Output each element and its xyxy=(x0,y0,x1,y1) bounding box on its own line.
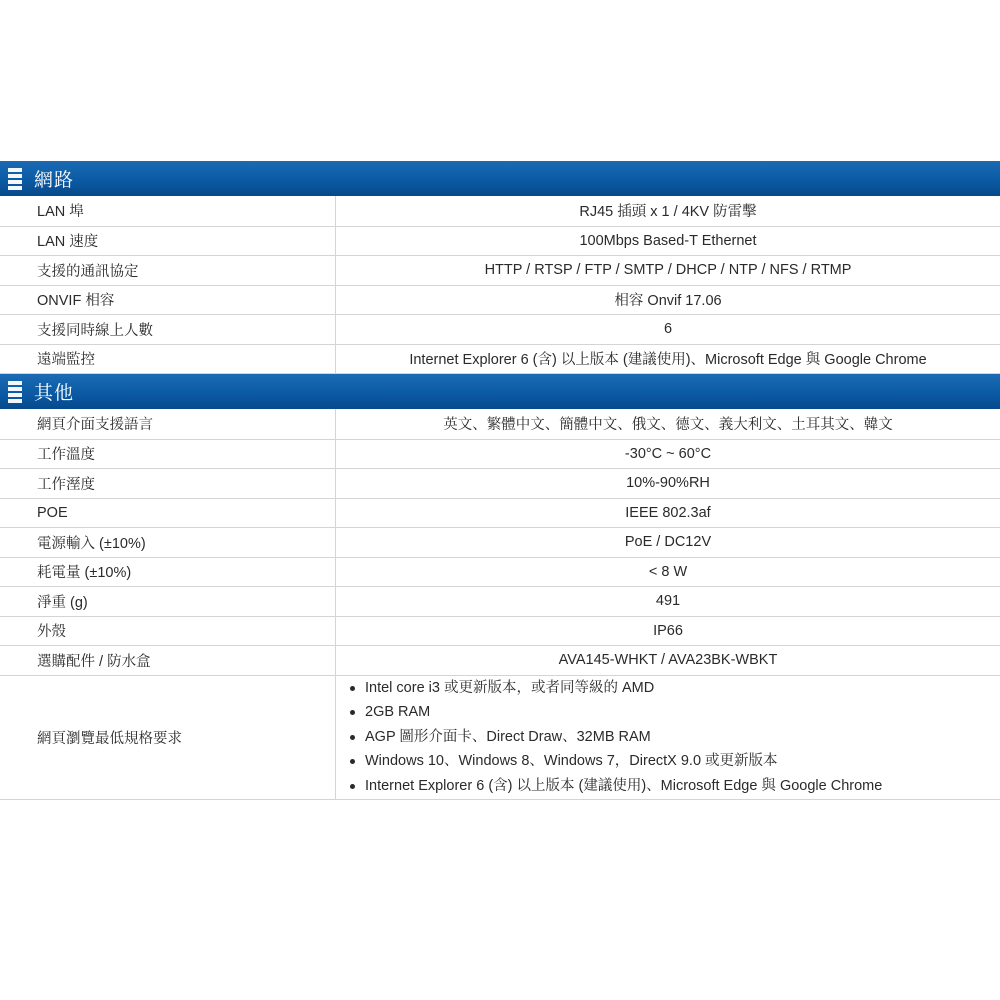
spec-value: 10%-90%RH xyxy=(626,475,710,492)
spec-row-browser-requirements xyxy=(0,675,1000,799)
spec-row-web-languages xyxy=(0,409,1000,439)
spec-label: LAN 速度 xyxy=(0,227,336,256)
spec-row-concurrent-users xyxy=(0,314,1000,344)
spec-label: 網頁介面支援語言 xyxy=(0,409,336,439)
spec-value: IEEE 802.3af xyxy=(625,504,711,521)
list-item xyxy=(350,676,882,701)
spec-row-lan-port xyxy=(0,196,1000,226)
section-title-network: 網路 xyxy=(34,170,75,191)
spec-value: 相容 Onvif 17.06 xyxy=(614,293,722,310)
bullet-icon xyxy=(350,759,355,764)
spec-row-remote-monitoring xyxy=(0,344,1000,374)
spec-value: 100Mbps Based-T Ethernet xyxy=(579,232,757,249)
spec-label: 選購配件 / 防水盒 xyxy=(0,646,336,675)
spec-row-protocols xyxy=(0,255,1000,285)
spec-label: 支援的通訊協定 xyxy=(0,256,336,285)
spec-value: 6 xyxy=(663,321,673,338)
list-item xyxy=(350,725,882,750)
section-header-network xyxy=(0,161,1000,196)
list-item xyxy=(350,749,882,774)
requirements-list xyxy=(350,676,882,799)
list-item-text: AGP 圖形介面卡、Direct Draw、32MB RAM xyxy=(365,728,651,745)
spec-row-operating-temperature xyxy=(0,439,1000,469)
spec-label: POE xyxy=(0,499,336,528)
spec-sheet xyxy=(0,161,1000,800)
bullet-icon xyxy=(350,784,355,789)
spec-label: 網頁瀏覽最低規格要求 xyxy=(0,676,336,799)
section-title-other: 其他 xyxy=(34,383,75,404)
spec-label: 電源輸入 (±10%) xyxy=(0,528,336,557)
bullet-icon xyxy=(350,686,355,691)
spec-label: 耗電量 (±10%) xyxy=(0,558,336,587)
spec-value: PoE / DC12V xyxy=(624,534,712,551)
spec-row-housing xyxy=(0,616,1000,646)
spec-row-net-weight xyxy=(0,586,1000,616)
bullet-icon xyxy=(350,710,355,715)
spec-row-lan-speed xyxy=(0,226,1000,256)
spec-row-operating-humidity xyxy=(0,468,1000,498)
spec-value: RJ45 插頭 x 1 / 4KV 防雷擊 xyxy=(579,204,757,221)
list-item xyxy=(350,700,882,725)
spec-label: ONVIF 相容 xyxy=(0,286,336,315)
section-bars-icon xyxy=(8,168,22,190)
spec-label: 支援同時線上人數 xyxy=(0,315,336,344)
spec-value: AVA145-WHKT / AVA23BK-WBKT xyxy=(558,652,778,669)
section-bars-icon xyxy=(8,381,22,403)
spec-label: 外殼 xyxy=(0,617,336,646)
spec-row-poe xyxy=(0,498,1000,528)
spec-row-onvif xyxy=(0,285,1000,315)
spec-label: 淨重 (g) xyxy=(0,587,336,616)
bullet-icon xyxy=(350,735,355,740)
list-item xyxy=(350,774,882,799)
spec-value: < 8 W xyxy=(648,563,688,580)
spec-row-power-input xyxy=(0,527,1000,557)
spec-label: 遠端監控 xyxy=(0,345,336,374)
spec-value: HTTP / RTSP / FTP / SMTP / DHCP / NTP / NFS / RTMP xyxy=(484,262,852,279)
list-item-text: Windows 10、Windows 8、Windows 7，DirectX 9.0 或更新版本 xyxy=(365,753,778,770)
spec-row-optional-accessories xyxy=(0,645,1000,675)
network-spec-table xyxy=(0,196,1000,374)
spec-value: IP66 xyxy=(653,622,683,639)
list-item-text: Internet Explorer 6 (含) 以上版本 (建議使用)、Microsoft Edge 與 Google Chrome xyxy=(365,777,883,794)
spec-label: 工作溼度 xyxy=(0,469,336,498)
spec-row-power-consumption xyxy=(0,557,1000,587)
spec-value: Internet Explorer 6 (含) 以上版本 (建議使用)、Microsoft Edge 與 Google Chrome xyxy=(409,352,927,369)
spec-label: LAN 埠 xyxy=(0,196,336,226)
list-item-text: Intel core i3 或更新版本，或者同等級的 AMD xyxy=(365,679,655,696)
spec-label: 工作溫度 xyxy=(0,440,336,469)
spec-value: -30°C ~ 60°C xyxy=(624,445,712,462)
section-header-other xyxy=(0,374,1000,409)
list-item-text: 2GB RAM xyxy=(365,704,431,721)
spec-value: 491 xyxy=(655,593,681,610)
spec-value-list xyxy=(336,676,1000,799)
other-spec-table xyxy=(0,409,1000,800)
spec-value: 英文、繁體中文、簡體中文、俄文、德文、義大利文、土耳其文、韓文 xyxy=(443,417,893,434)
